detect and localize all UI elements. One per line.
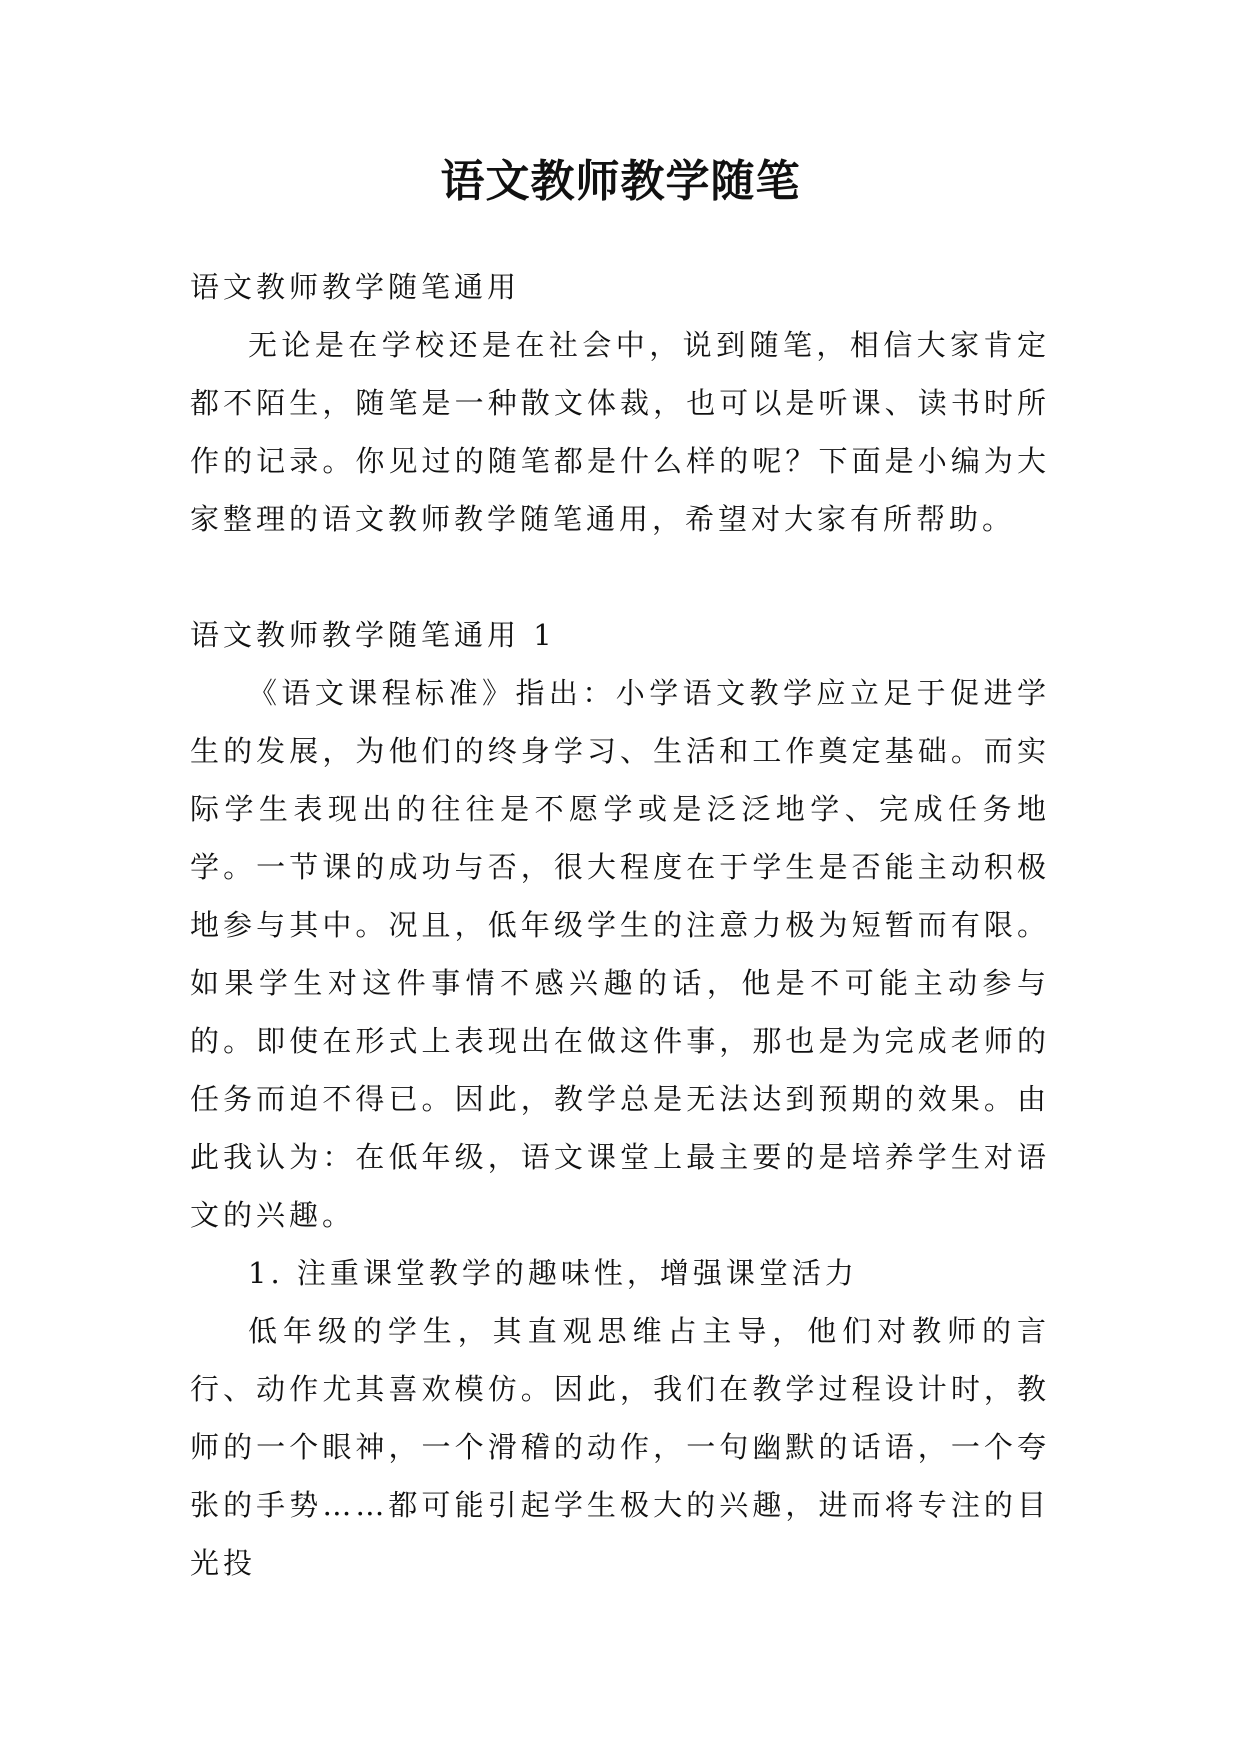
- section-spacer: [190, 548, 1050, 606]
- section1-heading: 语文教师教学随笔通用 1: [190, 618, 556, 652]
- document-title: 语文教师教学随笔: [440, 156, 801, 207]
- section1-paragraph-2: 低年级的学生，其直观思维占主导，他们对教师的言行、动作尤其喜欢模仿。因此，我们在教学过程设计时，教师的一个眼神，一个滑稽的动作，一句幽默的话语，一个夸张的手势……都可能引起学生极大的兴趣，进而将专注的目光投: [190, 1314, 1050, 1580]
- intro-heading: 语文教师教学随笔通用: [190, 270, 521, 304]
- intro-paragraph: 无论是在学校还是在社会中，说到随笔，相信大家肯定都不陌生，随笔是一种散文体裁，也可以是听课、读书时所作的记录。你见过的随笔都是什么样的呢？下面是小编为大家整理的语文教师教学随笔通用，希望对大家有所帮助。: [190, 328, 1050, 536]
- section1-list-item-1: 1. 注重课堂教学的趣味性，增强课堂活力: [248, 1256, 858, 1290]
- document-body: [190, 258, 1050, 1592]
- section1-paragraph-1: 《语文课程标准》指出：小学语文教学应立足于促进学生的发展，为他们的终身学习、生活和工作奠定基础。而实际学生表现出的往往是不愿学或是泛泛地学、完成任务地学。一节课的成功与否，很大程度在于学生是否能主动积极地参与其中。况且，低年级学生的注意力极为短暂而有限。如果学生对这件事情不感兴趣的话，他是不可能主动参与的。即使在形式上表现出在做这件事，那也是为完成老师的任务而迫不得已。因此，教学总是无法达到预期的效果。由此我认为：在低年级，语文课堂上最主要的是培养学生对语文的兴趣。: [190, 676, 1050, 1232]
